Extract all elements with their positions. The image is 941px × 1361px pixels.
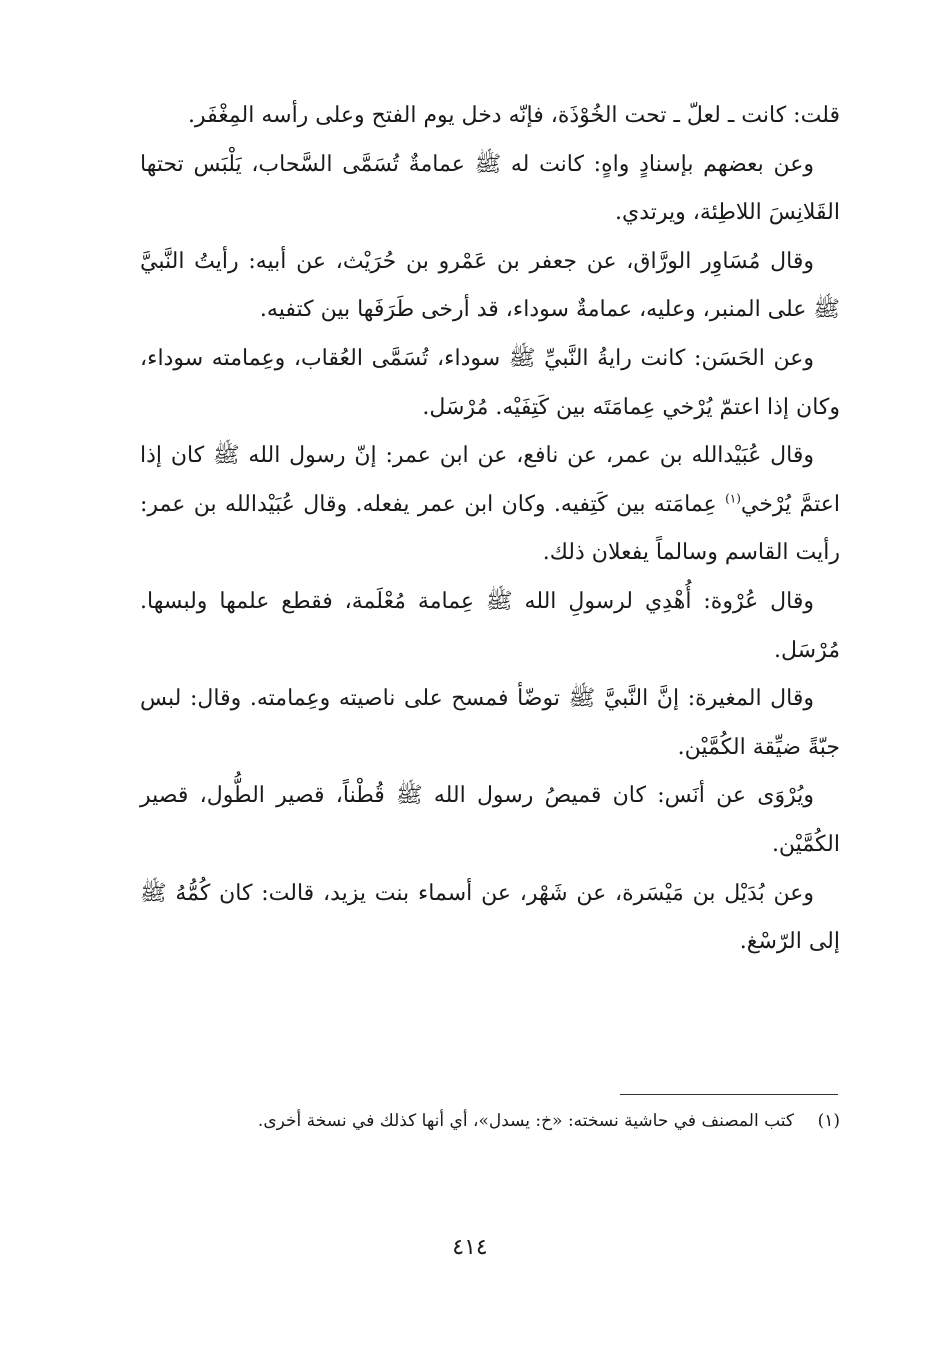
footnote-number: (١) [817, 1111, 840, 1131]
footnote-text: كتب المصنف في حاشية نسخته: «خ: يسدل»، أي أنها كذلك في نسخة أخرى. [257, 1111, 794, 1131]
paragraph: ويُرْوَى عن أنَس: كان قميصُ رسول الله ﷺ قُطْناً، قصير الطُّول، قصير الكُمَّيْن. [140, 783, 840, 857]
footnote-separator [620, 1094, 838, 1095]
paragraph: وقال عُرْوة: أُهْدِي لرسولِ الله ﷺ عِمامة مُعْلَمة، فقطع علمها ولبسها. مُرْسَل. [140, 588, 840, 663]
paragraph-text-before-marker: وقال عُبَيْدالله بن عمر، عن نافع، عن ابن عمر: إنّ رسول الله ﷺ كان إذا اعتمَّ يُرْخي [140, 443, 840, 517]
main-text [140, 92, 840, 967]
paragraph: وقال مُسَاوِر الورَّاق، عن جعفر بن عَمْرو بن حُرَيْث، عن أبيه: رأيتُ النَّبيَّ ﷺ على المنبر، وعليه، عمامةٌ سوداء، قد أرخى طَرَفَها بين كتفيه. [140, 248, 840, 323]
paragraph-with-footnote [140, 432, 840, 578]
page-number: ٤١٤ [452, 1235, 488, 1260]
paragraph: وعن بعضهم بإسنادٍ واهٍ: كانت له ﷺ عمامةٌ تُسَمَّى السَّحاب، يَلْبَس تحتها القَلانِسَ اللاطِئة، ويرتدي. [140, 151, 840, 226]
footnote-marker: (١) [725, 491, 741, 506]
paragraph-text-after-marker: عِمامَته بين كَتِفيه. وكان ابن عمر يفعله. وقال عُبَيْدالله بن عمر: رأيت القاسم وسالماً يفعلان ذلك. [140, 491, 840, 566]
paragraph: وعن بُدَيْل بن مَيْسَرة، عن شَهْر، عن أسماء بنت يزيد، قالت: كان كُمُّهُ ﷺ إلى الرّسْغ. [140, 880, 840, 955]
footnote [140, 1103, 840, 1139]
paragraph: وقال المغيرة: إنَّ النَّبيَّ ﷺ توضّأ فمسح على ناصيته وعِمامته. وقال: لبس جبّةً ضيِّقة الكُمَّيْن. [140, 686, 840, 760]
paragraph: قلت: كانت ـ لعلّ ـ تحت الخُوْذَة، فإنّه دخل يوم الفتح وعلى رأسه المِغْفَر. [187, 103, 840, 128]
paragraph: وعن الحَسَن: كانت رايةُ النَّبيِّ ﷺ سوداء، تُسَمَّى العُقاب، وعِمامته سوداء، وكان إذا اعتمّ يُرْخي عِمامَتَه بين كَتِفَيْه. مُرْسَل. [140, 345, 840, 420]
